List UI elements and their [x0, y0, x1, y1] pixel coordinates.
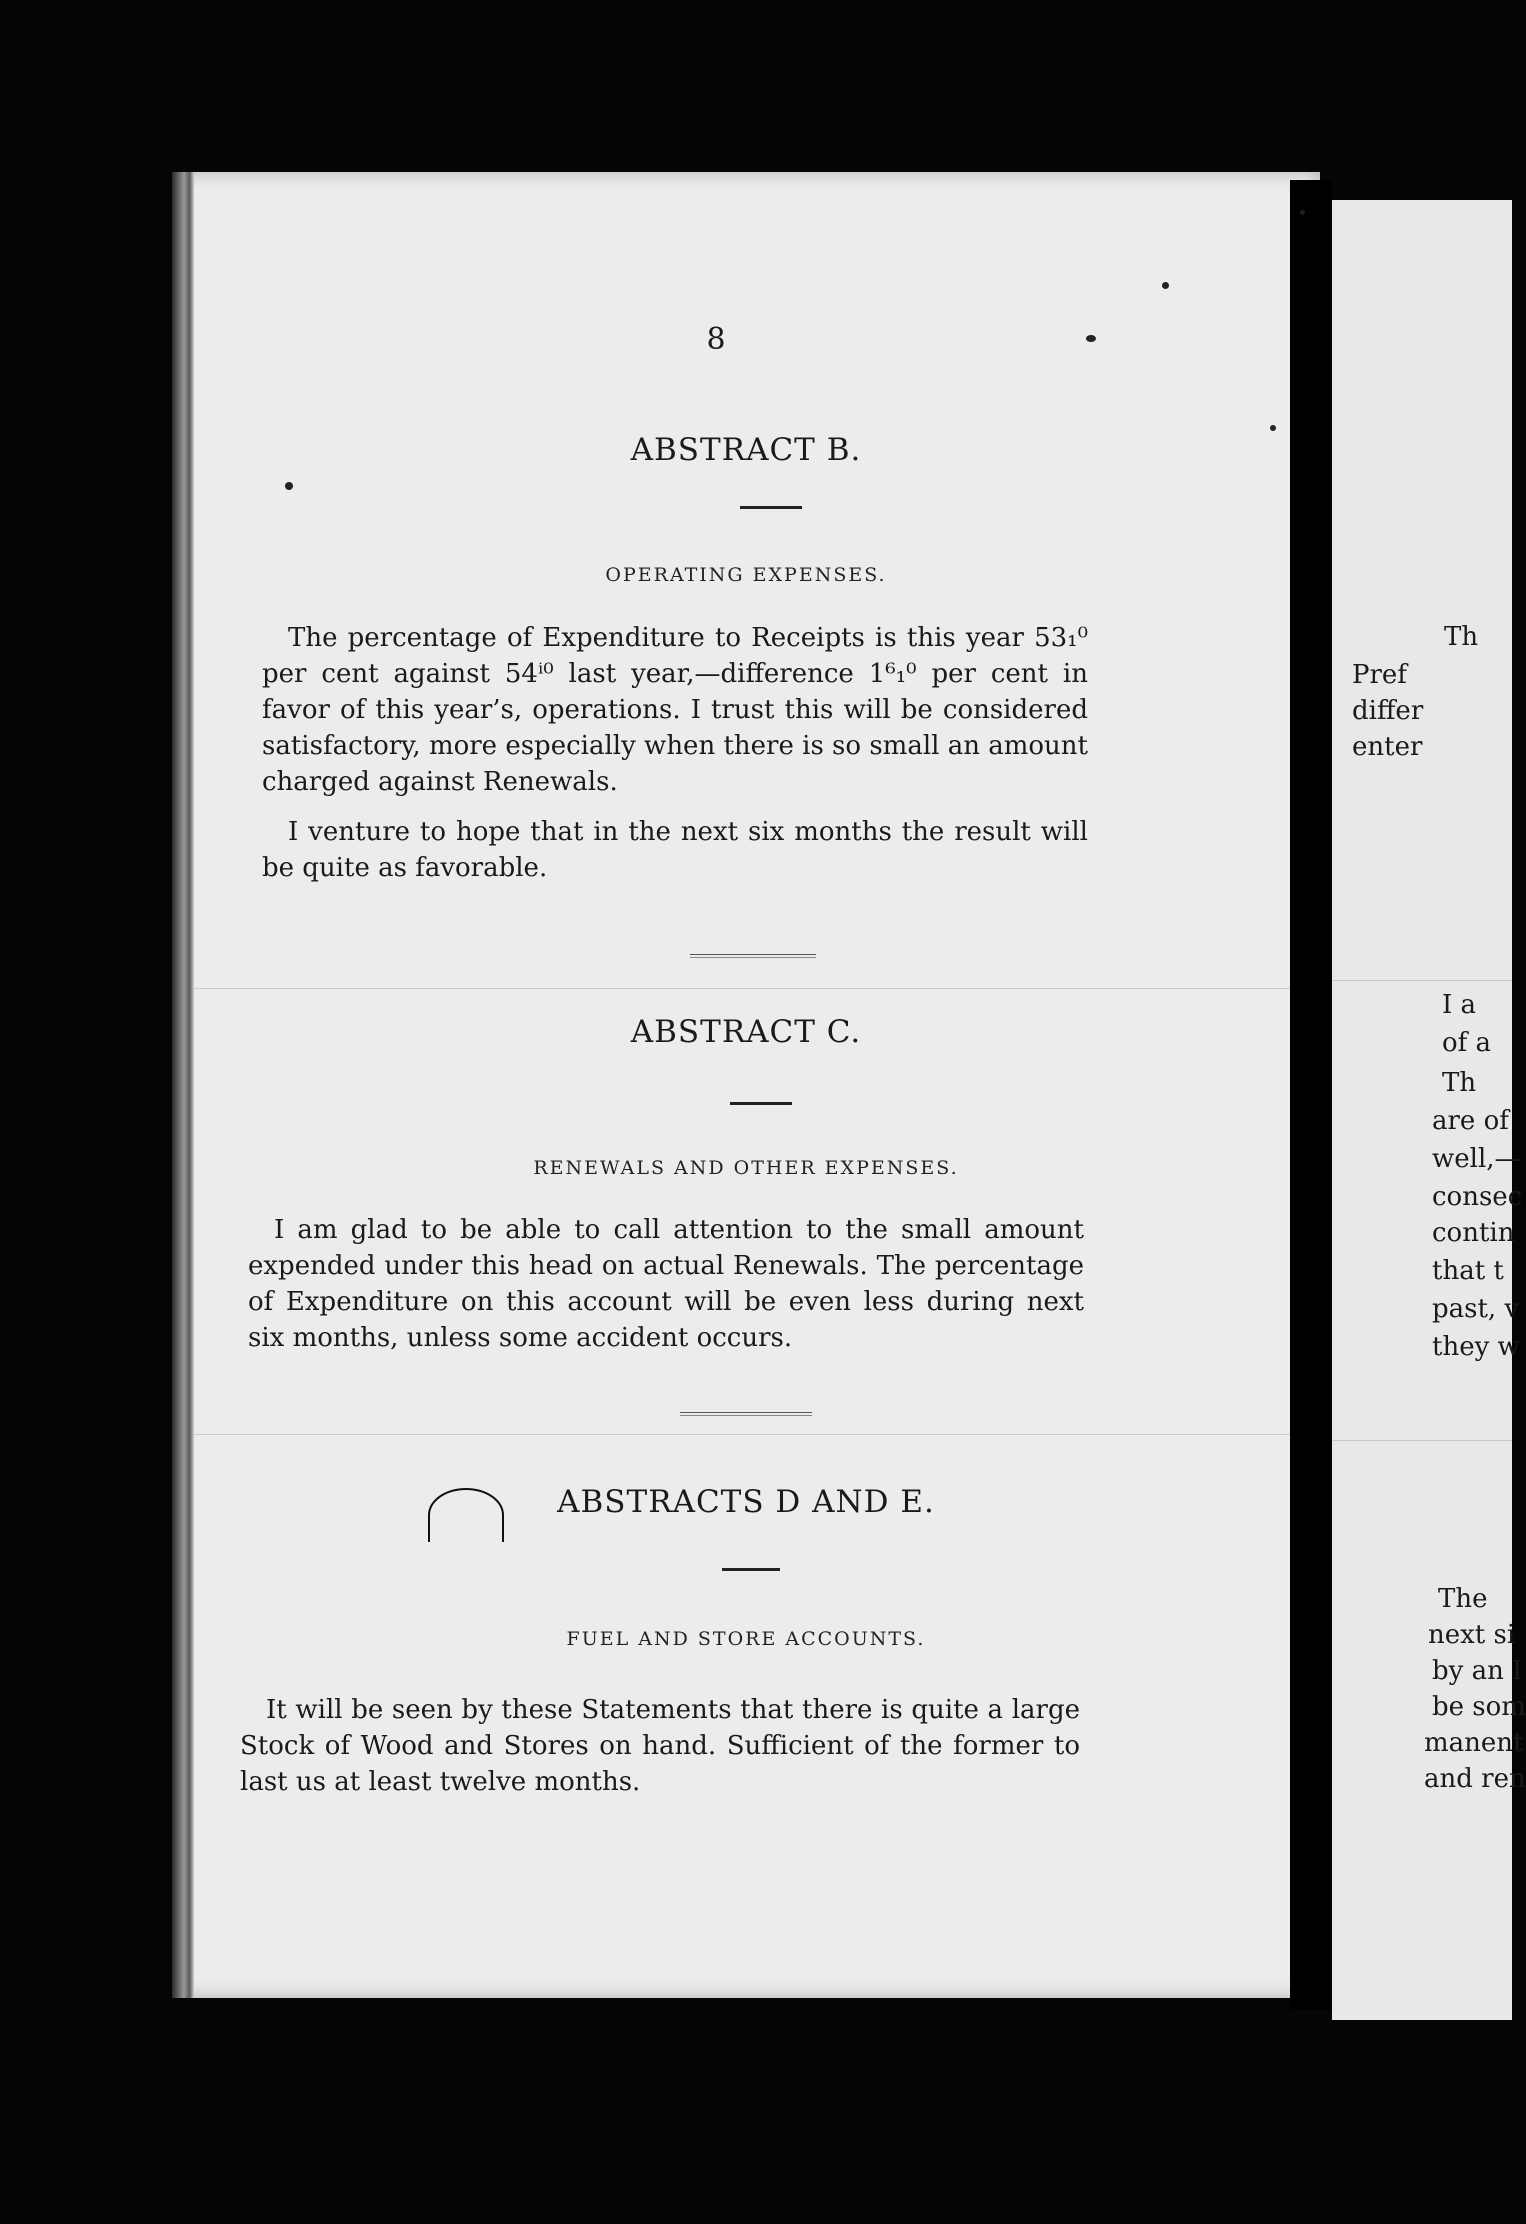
- faint-rule-line: [1332, 1440, 1512, 1441]
- right-page-line: The: [1438, 1584, 1488, 1614]
- page-binding-edge: [172, 172, 194, 1998]
- section-heading-abstract-c: ABSTRACT C.: [630, 1014, 862, 1050]
- right-page-line: be som: [1432, 1692, 1526, 1722]
- paragraph-operating-expenses-2: [262, 814, 1088, 886]
- faint-rule-line: [172, 988, 1292, 989]
- section-subheading-renewals: RENEWALS AND OTHER EXPENSES.: [533, 1157, 959, 1179]
- right-page-line: Th: [1444, 622, 1479, 652]
- paragraph-renewals: [248, 1212, 1084, 1356]
- paragraph-text: It will be seen by these Statements that there is quite a large Stock of Wood and Stores on hand. Sufficient of the former to last us at least twelve months.: [240, 1695, 1080, 1797]
- right-page-line: enter: [1352, 732, 1423, 762]
- right-page-partial: [1332, 200, 1526, 2020]
- scan-speck: [285, 482, 293, 490]
- heading-rule: [730, 1102, 792, 1105]
- left-page: [172, 172, 1320, 1998]
- scan-speck: [1300, 210, 1305, 215]
- page-gutter: [1290, 180, 1332, 2010]
- paragraph-text: The percentage of Expenditure to Receipts is this year 53₁⁰ per cent against 54ⁱ⁰ last year,—difference 1⁶₁⁰ per cent in favor of this year’s, operations. I trust this will be considered satisfactory, more especially when there is so small an amount charged against Renewals.: [262, 623, 1088, 797]
- paragraph-text: I venture to hope that in the next six months the result will be quite as favorable.: [262, 817, 1088, 883]
- right-page-line: contin: [1432, 1218, 1515, 1248]
- section-subheading-operating-expenses: OPERATING EXPENSES.: [605, 564, 887, 586]
- right-page-line: Pref: [1352, 660, 1407, 690]
- scan-speck: [1162, 282, 1169, 289]
- paragraph-fuel-store: [240, 1692, 1080, 1800]
- right-page-line: by an I: [1432, 1656, 1523, 1686]
- paragraph-operating-expenses-1: [262, 620, 1088, 800]
- faint-rule-line: [1332, 980, 1512, 981]
- right-page-line: differ: [1352, 696, 1424, 726]
- section-separator: [680, 1412, 812, 1416]
- right-page-line: well,—: [1432, 1144, 1521, 1174]
- right-page-line: they w: [1432, 1332, 1520, 1362]
- page-number: 8: [706, 322, 726, 357]
- right-page-line: manent: [1424, 1728, 1524, 1758]
- paragraph-text: I am glad to be able to call attention to the small amount expended under this head on actual Renewals. The percentage of Expenditure on this account will be even less during next six months, unless some accident occurs.: [248, 1215, 1084, 1353]
- section-separator: [690, 954, 816, 958]
- right-page-line: next si: [1428, 1620, 1516, 1650]
- right-page-line: of a: [1442, 1028, 1492, 1058]
- heading-rule: [722, 1568, 780, 1571]
- faint-rule-line: [172, 1434, 1292, 1435]
- heading-rule: [740, 506, 802, 509]
- right-page-line: I a: [1442, 990, 1477, 1020]
- right-page-line: Th: [1442, 1068, 1477, 1098]
- section-subheading-fuel-store: FUEL AND STORE ACCOUNTS.: [566, 1628, 926, 1650]
- right-page-line: and ren: [1424, 1764, 1526, 1794]
- handwritten-pen-arc: [428, 1488, 504, 1542]
- section-heading-abstracts-d-e: ABSTRACTS D AND E.: [557, 1484, 935, 1520]
- scan-speck: [1270, 425, 1276, 431]
- right-page-line: consec: [1432, 1182, 1523, 1212]
- scan-speck: [1086, 335, 1096, 342]
- right-page-line: past, v: [1432, 1294, 1520, 1324]
- right-page-line: that t: [1432, 1256, 1504, 1286]
- section-heading-abstract-b: ABSTRACT B.: [630, 432, 862, 468]
- right-page-line: are of: [1432, 1106, 1509, 1136]
